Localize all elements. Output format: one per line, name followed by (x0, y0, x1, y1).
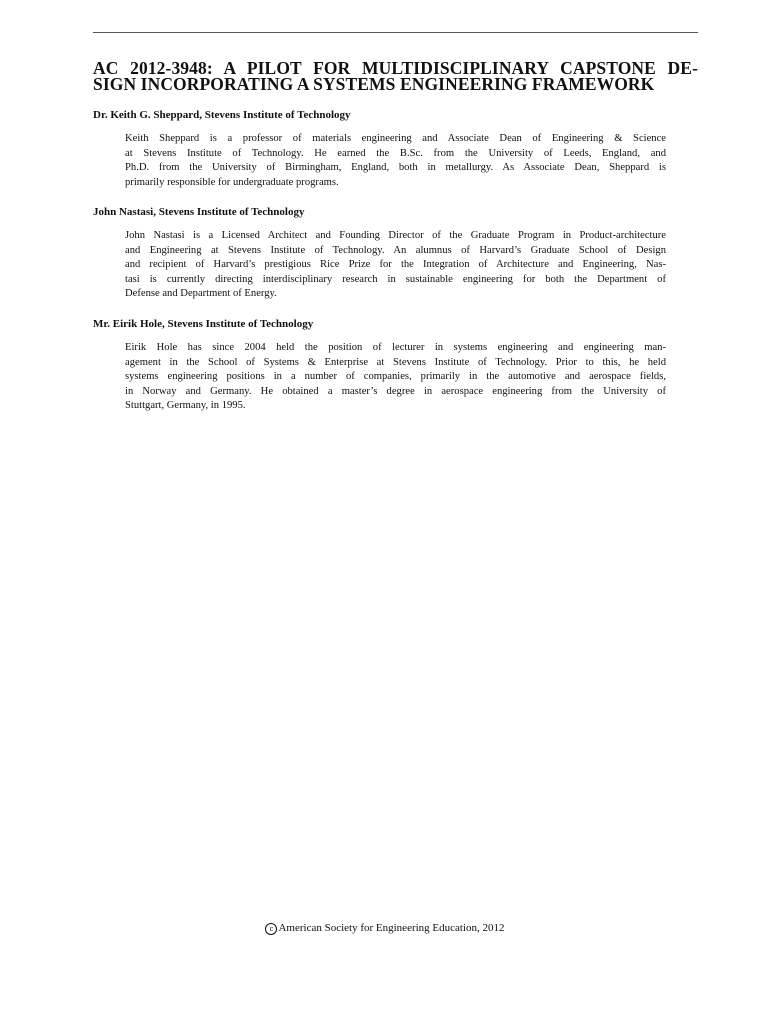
copyright-icon: c (265, 923, 277, 935)
paper-title-line: SIGN INCORPORATING A SYSTEMS ENGINEERING FRAMEWORK (93, 74, 655, 94)
bio-line: in Norway and Germany. He obtained a master’s degree in aerospace engineering from the University of (125, 385, 666, 397)
bio-line: and Engineering at Stevens Institute of Technology. An alumnus of Harvard’s Graduate School of Design (125, 244, 666, 256)
copyright-text: American Society for Engineering Education, 2012 (278, 922, 505, 934)
author-bio (125, 229, 666, 302)
author-name: John Nastasi, Stevens Institute of Technology (93, 206, 305, 218)
bio-line: at Stevens Institute of Technology. He earned the B.Sc. from the University of Leeds, England, and (125, 147, 666, 159)
bio-line: primarily responsible for undergraduate programs. (125, 176, 339, 188)
author-bio (125, 341, 666, 414)
paper-title-line: AC 2012-3948: A PILOT FOR MULTIDISCIPLINARY CAPSTONE DE- (93, 58, 698, 78)
author-name: Dr. Keith G. Sheppard, Stevens Institute of Technology (93, 109, 351, 121)
bio-line: John Nastasi is a Licensed Architect and Founding Director of the Graduate Program in Product-architecture (125, 230, 666, 241)
bio-line: Stuttgart, Germany, in 1995. (125, 400, 246, 412)
author-block-hole (93, 317, 698, 414)
copyright-footer (0, 921, 770, 935)
bio-line: Defense and Department of Energy. (125, 288, 277, 300)
top-rule (93, 32, 698, 33)
bio-line: agement in the School of Systems & Enterprise at Stevens Institute of Technology. Prior to this, he held (125, 356, 666, 368)
author-block-nastasi (93, 205, 698, 302)
bio-line: Eirik Hole has since 2004 held the position of lecturer in systems engineering and engineering man- (125, 342, 666, 353)
author-block-sheppard (93, 108, 698, 190)
paper-title (93, 60, 698, 92)
bio-line: systems engineering positions in a number of companies, primarily in the automotive and aerospace fields, (125, 371, 666, 383)
bio-line: and recipient of Harvard’s prestigious Rice Prize for the Integration of Architecture and Engineering, Nas- (125, 259, 666, 271)
author-bio (125, 132, 666, 190)
bio-line: tasi is currently directing interdisciplinary research in sustainable engineering for both the Department of (125, 273, 666, 285)
author-name: Mr. Eirik Hole, Stevens Institute of Technology (93, 318, 314, 330)
bio-line: Keith Sheppard is a professor of materials engineering and Associate Dean of Engineering & Science (125, 133, 666, 144)
bio-line: Ph.D. from the University of Birmingham, England, both in metallurgy. As Associate Dean, Sheppard is (125, 162, 666, 174)
